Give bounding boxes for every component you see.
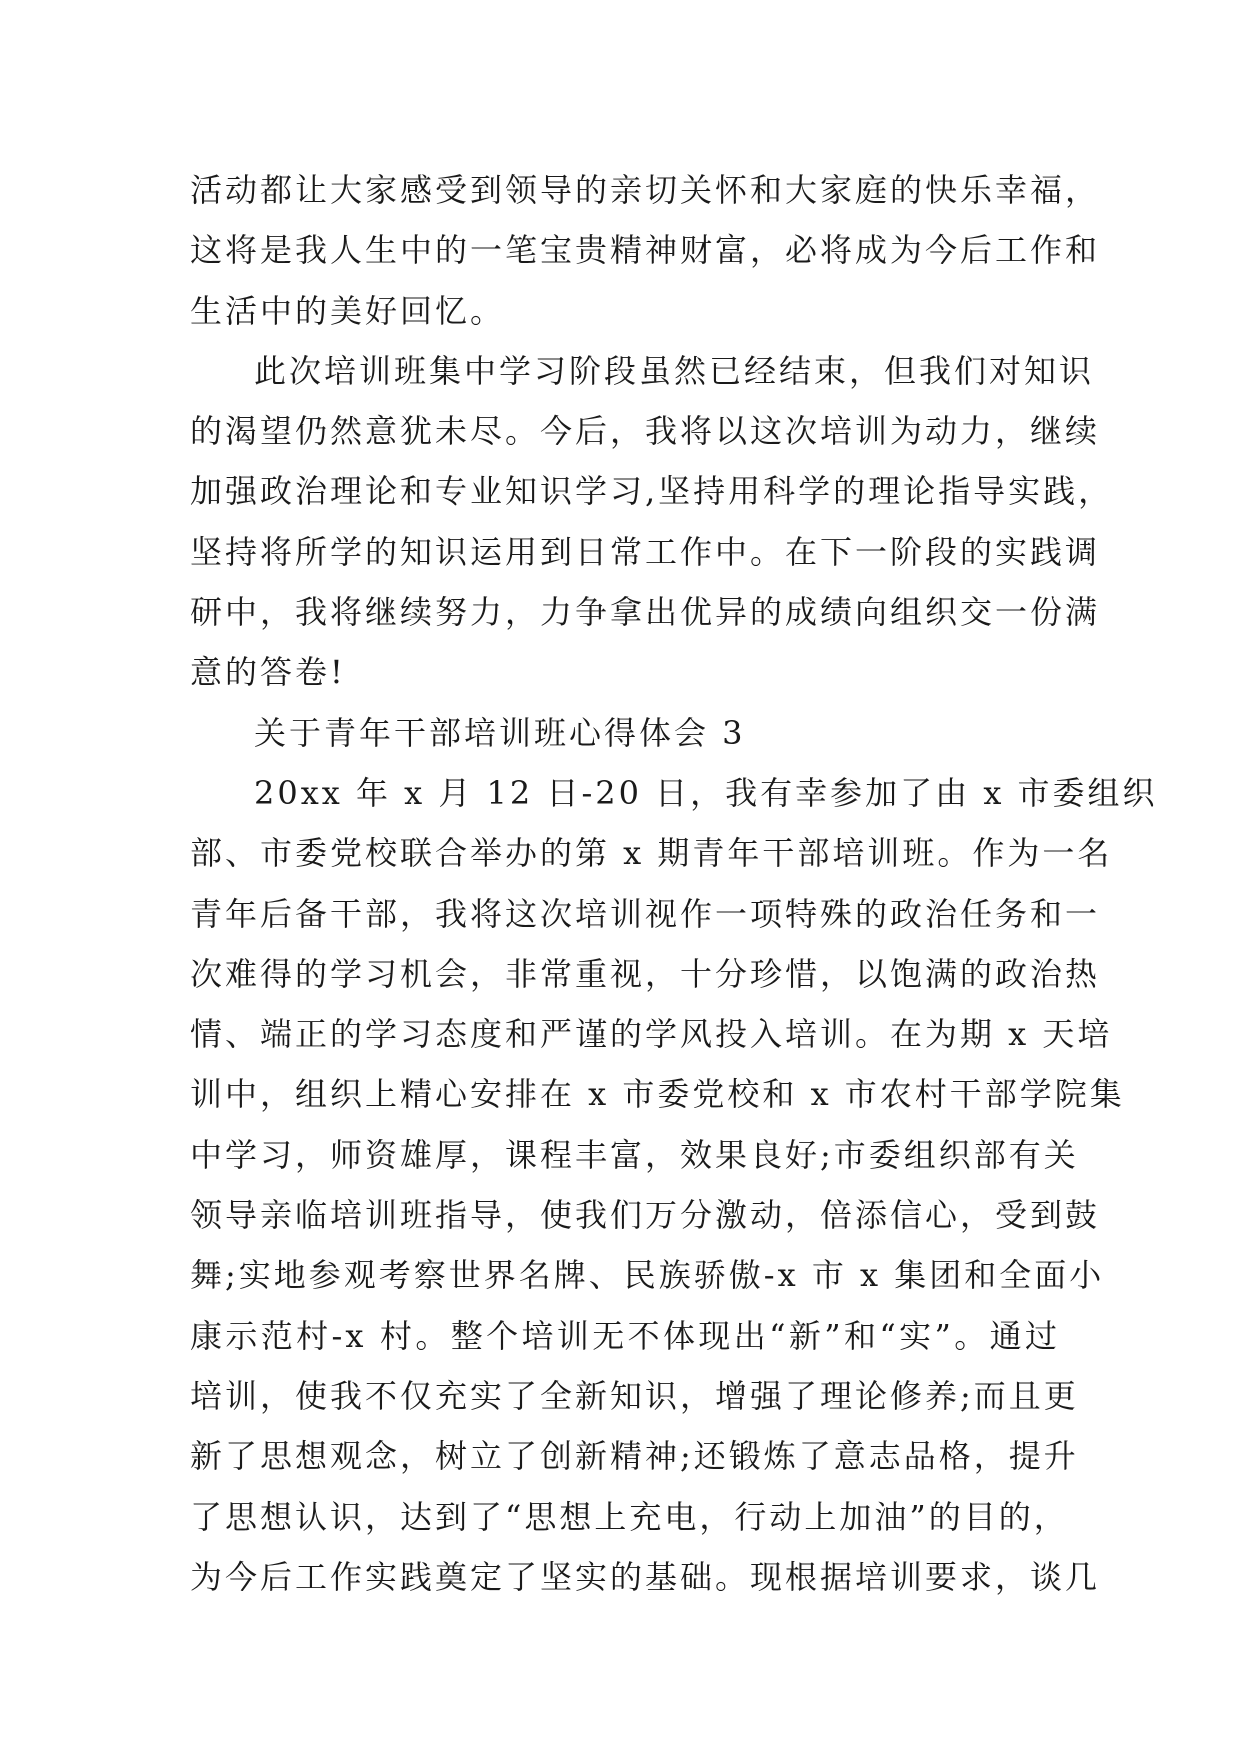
text-line: 生活中的美好回忆。 <box>190 291 506 330</box>
text-line: 研中，我将继续努力，力争拿出优异的成绩向组织交一份满 <box>190 593 1101 632</box>
text-line: 康示范村-x 村。整个培训无不体现出“新”和“实”。通过 <box>190 1316 1060 1355</box>
text-line: 这将是我人生中的一笔宝贵精神财富，必将成为今后工作和 <box>190 231 1101 270</box>
text-line: 训中，组织上精心安排在 x 市委党校和 x 市农村干部学院集 <box>190 1075 1125 1114</box>
text-line: 活动都让大家感受到领导的亲切关怀和大家庭的快乐幸福， <box>190 171 1101 209</box>
text-line: 此次培训班集中学习阶段虽然已经结束，但我们对知识 <box>254 351 1095 390</box>
text-line: 舞;实地参观考察世界名牌、民族骄傲-x 市 x 集团和全面小 <box>190 1256 1105 1295</box>
text-line: 加强政治理论和专业知识学习,坚持用科学的理论指导实践， <box>190 472 1114 511</box>
text-line: 部、市委党校联合举办的第 x 期青年干部培训班。作为一名 <box>190 834 1113 873</box>
text-line: 坚持将所学的知识运用到日常工作中。在下一阶段的实践调 <box>190 532 1101 571</box>
text-line: 20xx 年 x 月 12 日-20 日，我有幸参加了由 x 市委组织 <box>254 773 1158 812</box>
text-line: 中学习，师资雄厚，课程丰富，效果良好;市委组织部有关 <box>190 1135 1079 1174</box>
section-heading: 关于青年干部培训班心得体会 3 <box>254 713 746 752</box>
text-line: 次难得的学习机会，非常重视，十分珍惜，以饱满的政治热 <box>190 954 1101 993</box>
text-line: 的渴望仍然意犹未尽。今后，我将以这次培训为动力，继续 <box>190 412 1101 451</box>
text-line: 青年后备干部，我将这次培训视作一项特殊的政治任务和一 <box>190 894 1101 933</box>
text-line: 领导亲临培训班指导，使我们万分激动，倍添信心，受到鼓 <box>190 1196 1101 1235</box>
text-line: 意的答卷! <box>190 653 346 692</box>
document-body <box>190 160 1158 1607</box>
text-line: 新了思想观念，树立了创新精神;还锻炼了意志品格，提升 <box>190 1437 1079 1476</box>
text-line: 情、端正的学习态度和严谨的学风投入培训。在为期 x 天培 <box>190 1015 1113 1054</box>
text-line: 为今后工作实践奠定了坚实的基础。现根据培训要求，谈几 <box>190 1557 1101 1596</box>
text-line: 培训，使我不仅充实了全新知识，增强了理论修养;而且更 <box>190 1376 1079 1415</box>
text-line: 了思想认识，达到了“思想上充电，行动上加油”的目的， <box>190 1497 1069 1536</box>
